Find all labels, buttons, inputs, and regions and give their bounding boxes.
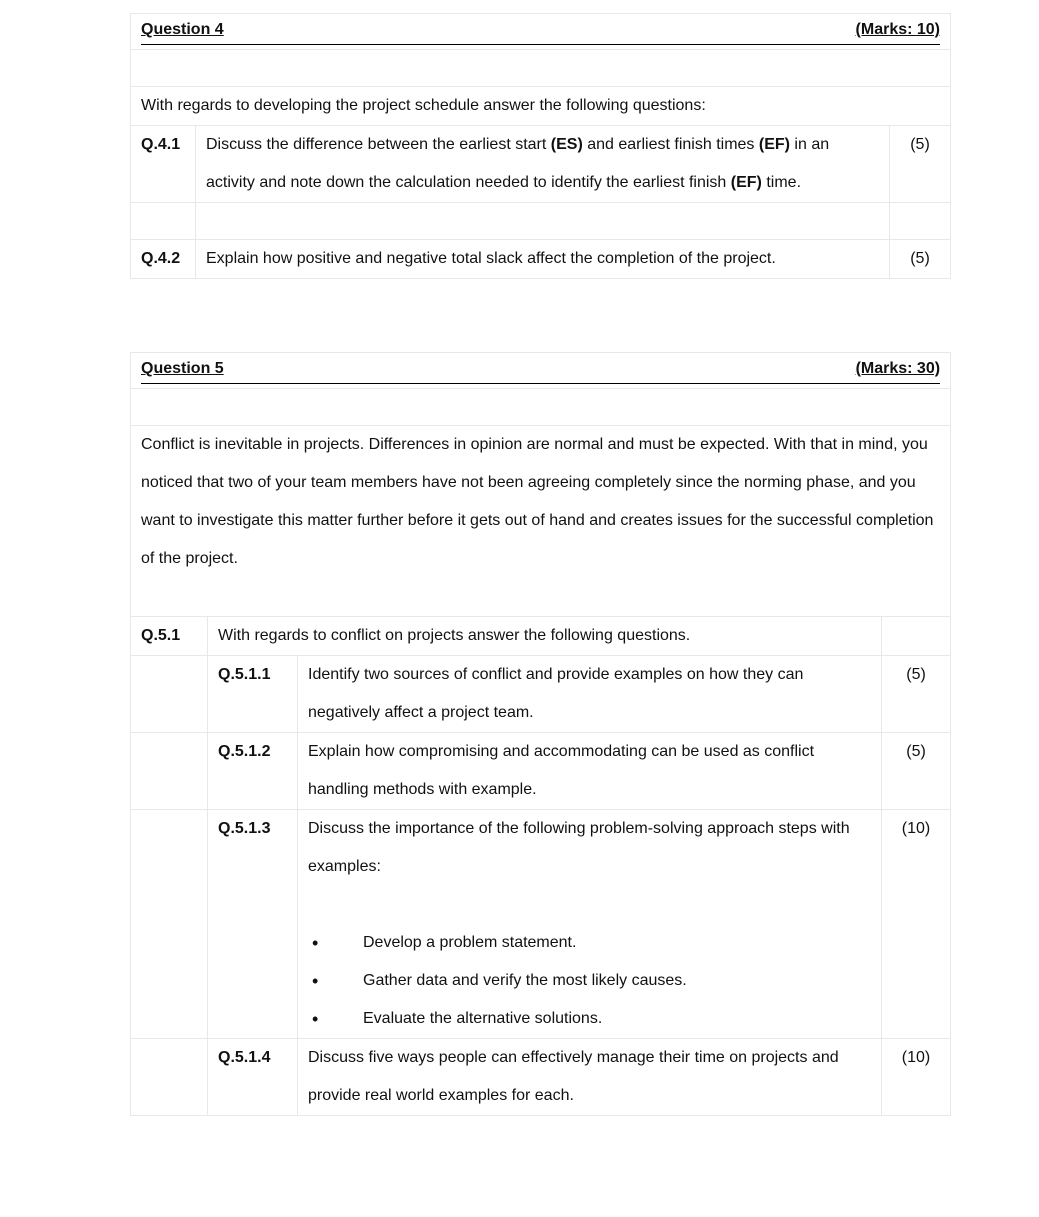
question-4-intro: With regards to developing the project schedule answer the following questions: — [131, 87, 951, 126]
subquestion-marks: (10) — [882, 810, 951, 1039]
question-5-intro-row — [131, 426, 951, 617]
bullet-item: • Gather data and verify the most likely causes. — [308, 962, 871, 1000]
question-row — [131, 240, 951, 279]
subquestion-number: Q.5.1.3 — [208, 810, 298, 1039]
subquestion-marks: (10) — [882, 1039, 951, 1116]
question-4-header-row — [131, 14, 951, 50]
question-marks: (5) — [890, 240, 951, 279]
bullet-list — [308, 924, 871, 1038]
question-4-table — [130, 13, 951, 279]
subquestion-marks: (5) — [882, 656, 951, 733]
subquestion-row — [131, 810, 951, 1039]
bullet-item: • Develop a problem statement. — [308, 924, 871, 962]
subquestion-number: Q.5.1.2 — [208, 733, 298, 810]
question-4-title: Question 4 — [141, 21, 224, 38]
spacer-row — [131, 203, 951, 240]
bullet-item: • Evaluate the alternative solutions. — [308, 1000, 871, 1038]
subquestion-text: Discuss the importance of the following problem-solving approach steps with examples: • Develop a problem statement. • Gather data and verify the most likely causes. • Evaluate the alternative solutions. — [298, 810, 882, 1039]
question-4-marks: (Marks: 10) — [855, 21, 941, 38]
subquestion-text: Identify two sources of conflict and provide examples on how they can negatively affect a project team. — [298, 656, 882, 733]
subquestion-row — [131, 656, 951, 733]
question-text: With regards to conflict on projects answer the following questions. — [208, 617, 882, 656]
question-text: Discuss the difference between the earliest start (ES) and earliest finish times (EF) in an activity and note down the calculation needed to identify the earliest finish (EF) time. — [196, 126, 890, 203]
spacer-row — [131, 50, 951, 87]
subquestion-row — [131, 733, 951, 810]
spacer-row — [131, 389, 951, 426]
question-number: Q.4.2 — [131, 240, 196, 279]
subquestion-text: Explain how compromising and accommodating can be used as conflict handling methods with example. — [298, 733, 882, 810]
question-5-marks: (Marks: 30) — [855, 360, 941, 377]
question-number: Q.5.1 — [131, 617, 208, 656]
question-marks: (5) — [890, 126, 951, 203]
question-row — [131, 617, 951, 656]
question-number: Q.4.1 — [131, 126, 196, 203]
subquestion-number: Q.5.1.4 — [208, 1039, 298, 1116]
subquestion-number: Q.5.1.1 — [208, 656, 298, 733]
question-4-header — [131, 14, 951, 50]
question-text: Explain how positive and negative total slack affect the completion of the project. — [196, 240, 890, 279]
subquestion-marks: (5) — [882, 733, 951, 810]
question-5-title: Question 5 — [141, 360, 224, 377]
subquestion-text: Discuss five ways people can effectively manage their time on projects and provide real world examples for each. — [298, 1039, 882, 1116]
question-5-header-row — [131, 353, 951, 389]
question-5-intro: Conflict is inevitable in projects. Differences in opinion are normal and must be expected. With that in mind, you noticed that two of your team members have not been agreeing completely since the norming phase, and you want to investigate this matter further before it gets out of hand and creates issues for the successful completion of the project. — [131, 426, 951, 617]
question-5-table — [130, 352, 951, 1116]
question-5-header — [131, 353, 951, 389]
subquestion-row — [131, 1039, 951, 1116]
question-4-intro-row — [131, 87, 951, 126]
question-row — [131, 126, 951, 203]
